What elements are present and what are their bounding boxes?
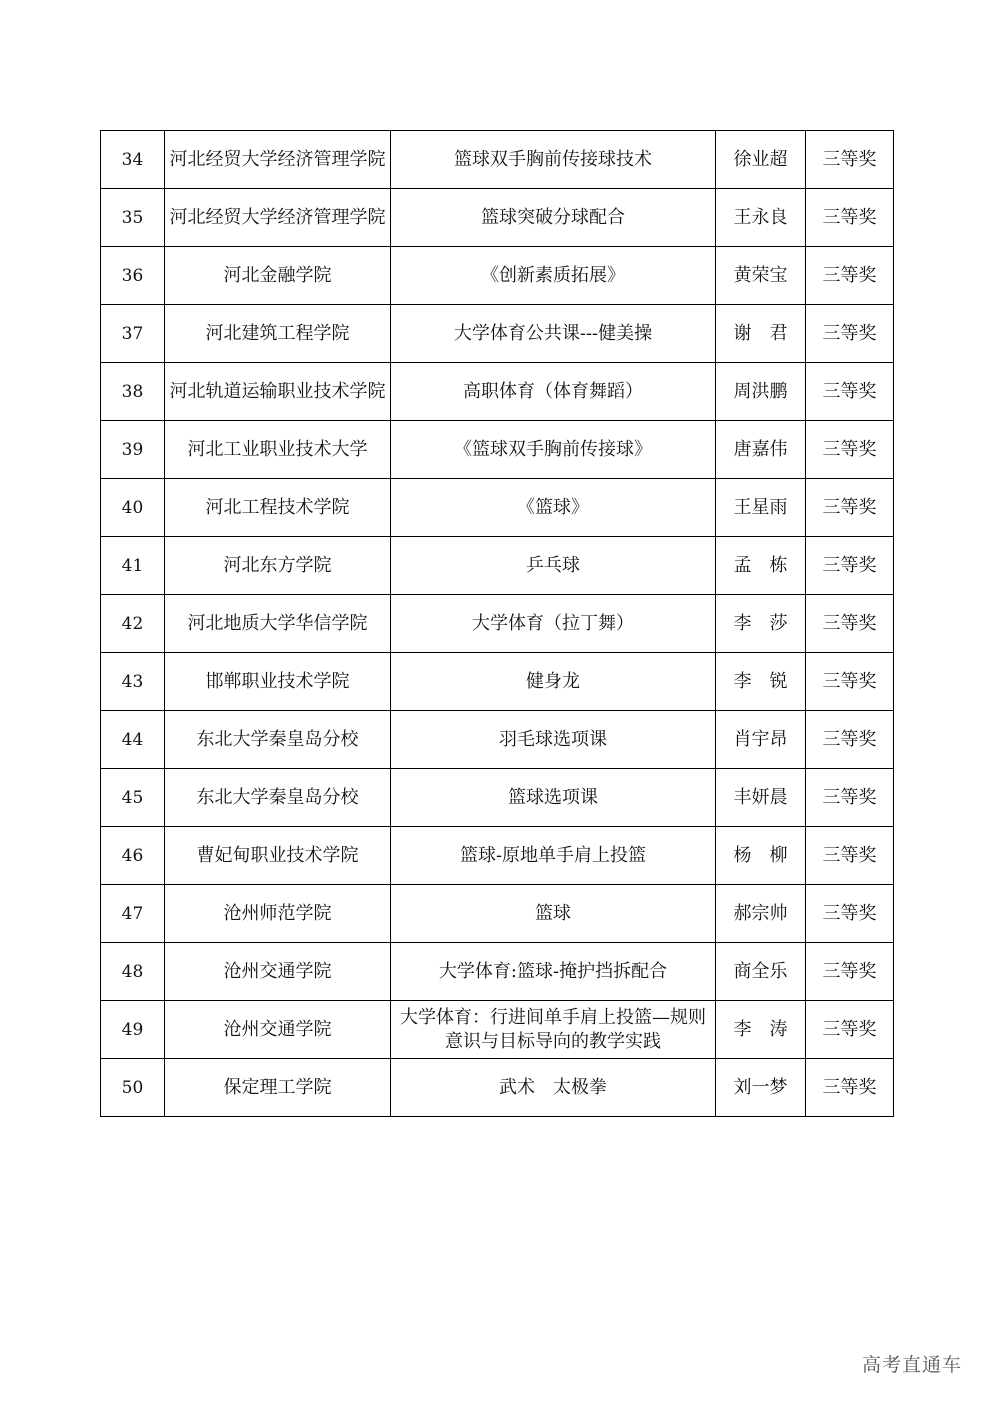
award-level: 三等奖 xyxy=(806,653,894,711)
teacher-name: 丰妍晨 xyxy=(716,769,806,827)
row-number: 39 xyxy=(101,421,165,479)
school-name: 保定理工学院 xyxy=(165,1059,391,1117)
teacher-name: 肖宇昂 xyxy=(716,711,806,769)
row-number: 38 xyxy=(101,363,165,421)
course-title: 大学体育公共课---健美操 xyxy=(391,305,716,363)
award-level: 三等奖 xyxy=(806,711,894,769)
teacher-name: 李 莎 xyxy=(716,595,806,653)
school-name: 河北东方学院 xyxy=(165,537,391,595)
award-level: 三等奖 xyxy=(806,189,894,247)
row-number: 48 xyxy=(101,943,165,1001)
row-number: 42 xyxy=(101,595,165,653)
award-level: 三等奖 xyxy=(806,769,894,827)
award-level: 三等奖 xyxy=(806,305,894,363)
award-level: 三等奖 xyxy=(806,479,894,537)
row-number: 47 xyxy=(101,885,165,943)
course-title: 大学体育：行进间单手肩上投篮—规则意识与目标导向的教学实践 xyxy=(391,1001,716,1059)
watermark: 高考直通车 xyxy=(861,1354,962,1376)
teacher-name: 李 涛 xyxy=(716,1001,806,1059)
school-name: 沧州交通学院 xyxy=(165,1001,391,1059)
award-level: 三等奖 xyxy=(806,1001,894,1059)
row-number: 35 xyxy=(101,189,165,247)
school-name: 河北金融学院 xyxy=(165,247,391,305)
school-name: 邯郸职业技术学院 xyxy=(165,653,391,711)
table-row xyxy=(101,363,894,421)
course-title: 《篮球》 xyxy=(391,479,716,537)
school-name: 河北工程技术学院 xyxy=(165,479,391,537)
course-title: 篮球双手胸前传接球技术 xyxy=(391,131,716,189)
school-name: 东北大学秦皇岛分校 xyxy=(165,711,391,769)
table-row xyxy=(101,131,894,189)
course-title: 武术 太极拳 xyxy=(391,1059,716,1117)
school-name: 河北经贸大学经济管理学院 xyxy=(165,131,391,189)
table-row xyxy=(101,885,894,943)
row-number: 43 xyxy=(101,653,165,711)
school-name: 河北地质大学华信学院 xyxy=(165,595,391,653)
teacher-name: 孟 栋 xyxy=(716,537,806,595)
course-title: 健身龙 xyxy=(391,653,716,711)
course-title: 篮球-原地单手肩上投篮 xyxy=(391,827,716,885)
teacher-name: 商全乐 xyxy=(716,943,806,1001)
teacher-name: 王永良 xyxy=(716,189,806,247)
award-level: 三等奖 xyxy=(806,131,894,189)
award-level: 三等奖 xyxy=(806,421,894,479)
school-name: 东北大学秦皇岛分校 xyxy=(165,769,391,827)
course-title: 《创新素质拓展》 xyxy=(391,247,716,305)
table-row xyxy=(101,711,894,769)
table-row xyxy=(101,189,894,247)
award-level: 三等奖 xyxy=(806,247,894,305)
table-row xyxy=(101,769,894,827)
row-number: 45 xyxy=(101,769,165,827)
award-level: 三等奖 xyxy=(806,537,894,595)
table-row xyxy=(101,1001,894,1059)
school-name: 曹妃甸职业技术学院 xyxy=(165,827,391,885)
award-level: 三等奖 xyxy=(806,885,894,943)
school-name: 河北经贸大学经济管理学院 xyxy=(165,189,391,247)
teacher-name: 谢 君 xyxy=(716,305,806,363)
school-name: 河北轨道运输职业技术学院 xyxy=(165,363,391,421)
table-row xyxy=(101,247,894,305)
table-row xyxy=(101,305,894,363)
award-table xyxy=(100,130,894,1117)
award-level: 三等奖 xyxy=(806,595,894,653)
course-title: 大学体育:篮球-掩护挡拆配合 xyxy=(391,943,716,1001)
course-title: 篮球选项课 xyxy=(391,769,716,827)
teacher-name: 徐业超 xyxy=(716,131,806,189)
award-level: 三等奖 xyxy=(806,943,894,1001)
teacher-name: 李 锐 xyxy=(716,653,806,711)
teacher-name: 郝宗帅 xyxy=(716,885,806,943)
table-row xyxy=(101,421,894,479)
course-title: 高职体育（体育舞蹈） xyxy=(391,363,716,421)
award-level: 三等奖 xyxy=(806,363,894,421)
table-row xyxy=(101,653,894,711)
course-title: 《篮球双手胸前传接球》 xyxy=(391,421,716,479)
course-title: 大学体育（拉丁舞） xyxy=(391,595,716,653)
course-title: 篮球突破分球配合 xyxy=(391,189,716,247)
row-number: 50 xyxy=(101,1059,165,1117)
teacher-name: 刘一梦 xyxy=(716,1059,806,1117)
row-number: 40 xyxy=(101,479,165,537)
row-number: 46 xyxy=(101,827,165,885)
school-name: 河北建筑工程学院 xyxy=(165,305,391,363)
teacher-name: 王星雨 xyxy=(716,479,806,537)
course-title: 羽毛球选项课 xyxy=(391,711,716,769)
row-number: 41 xyxy=(101,537,165,595)
teacher-name: 黄荣宝 xyxy=(716,247,806,305)
table-row xyxy=(101,827,894,885)
row-number: 34 xyxy=(101,131,165,189)
row-number: 49 xyxy=(101,1001,165,1059)
teacher-name: 周洪鹏 xyxy=(716,363,806,421)
table-row xyxy=(101,595,894,653)
row-number: 36 xyxy=(101,247,165,305)
course-title: 篮球 xyxy=(391,885,716,943)
teacher-name: 杨 柳 xyxy=(716,827,806,885)
table-row xyxy=(101,943,894,1001)
award-table-body xyxy=(101,131,894,1117)
table-row xyxy=(101,537,894,595)
school-name: 沧州交通学院 xyxy=(165,943,391,1001)
award-level: 三等奖 xyxy=(806,1059,894,1117)
award-level: 三等奖 xyxy=(806,827,894,885)
course-title: 乒乓球 xyxy=(391,537,716,595)
table-row xyxy=(101,479,894,537)
teacher-name: 唐嘉伟 xyxy=(716,421,806,479)
school-name: 沧州师范学院 xyxy=(165,885,391,943)
row-number: 37 xyxy=(101,305,165,363)
school-name: 河北工业职业技术大学 xyxy=(165,421,391,479)
row-number: 44 xyxy=(101,711,165,769)
table-row xyxy=(101,1059,894,1117)
